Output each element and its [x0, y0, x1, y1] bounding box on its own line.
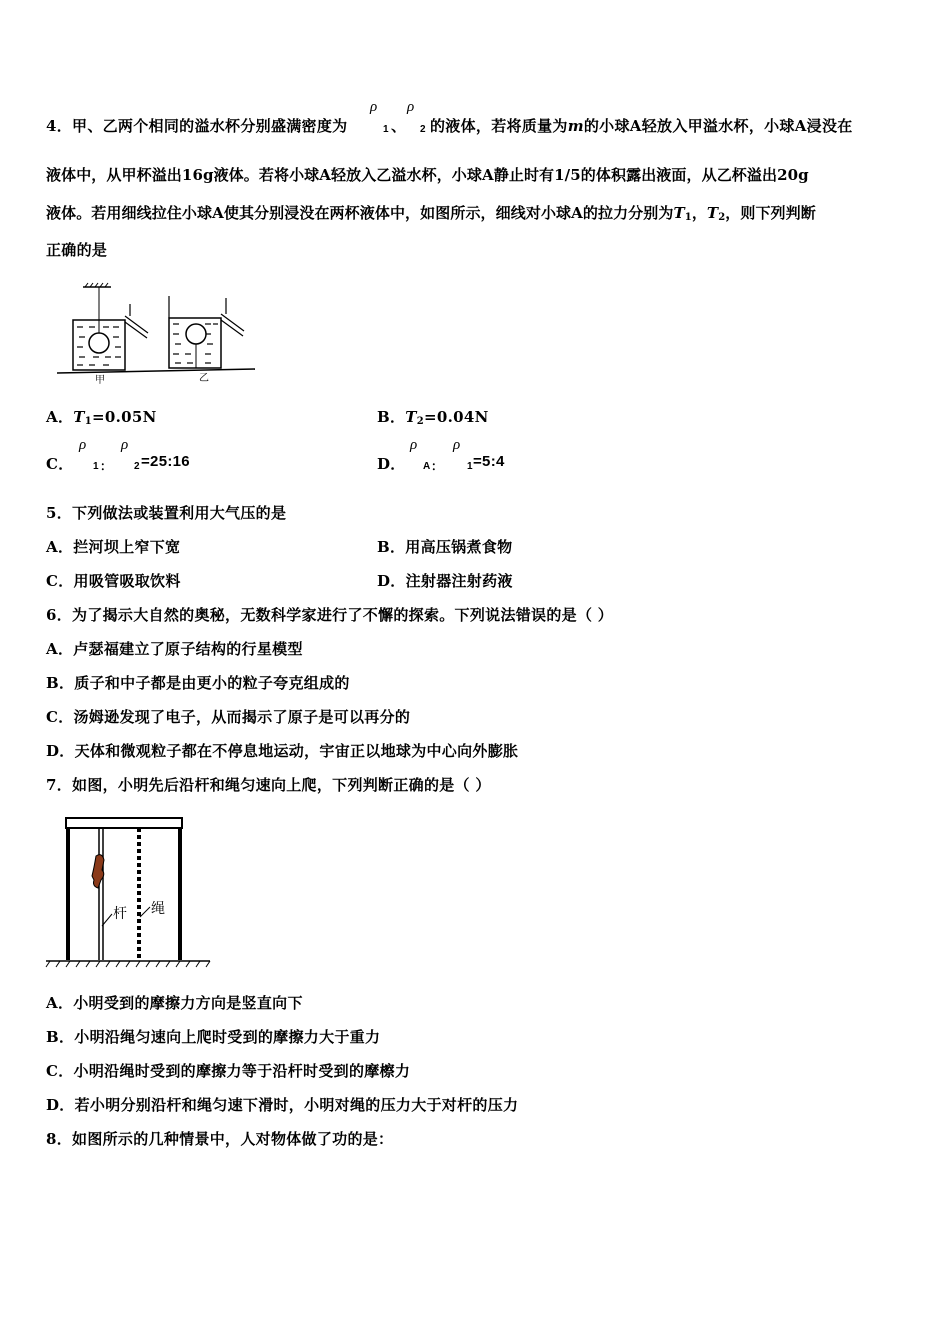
rho-subscript-2: 2 [420, 124, 426, 135]
q4-stem-line1-cont: 的液体，若将质量为m的小球A轻放入甲溢水杯，小球A浸没在 [430, 117, 853, 135]
rho-symbol: ρ [370, 99, 378, 115]
rho-symbol: ρ [407, 99, 415, 115]
label-cup-jia: 甲 [95, 375, 105, 386]
rho-symbol: ρ [79, 437, 87, 453]
q5-option-a: A．拦河坝上窄下宽 [46, 538, 181, 556]
q4-stem-line3: 液体。若用细线拉住小球A使其分别浸没在两杯液体中，如图所示，细线对小球A的拉力分别为$T_1$，$T_2$，则下列判断 [46, 204, 816, 223]
q5-option-d: D．注射器注射药液 [377, 572, 513, 590]
q4-stem-line4: 正确的是 [46, 241, 108, 259]
ratio-colon: ： [431, 459, 444, 473]
q8-stem: 8．如图所示的几种情景中，人对物体做了功的是： [46, 1130, 394, 1148]
q6-option-b: B．质子和中子都是由更小的粒子夸克组成的 [46, 674, 350, 692]
q7-figure-pole-rope [44, 814, 214, 973]
q6-option-a: A．卢瑟福建立了原子结构的行星模型 [46, 640, 303, 658]
q4-stem-line1: 4．甲、乙两个相同的溢水杯分别盛满密度为 [46, 117, 348, 135]
q6-stem: 6．为了揭示大自然的奥秘，无数科学家进行了不懈的探索。下列说法错误的是（ ） [46, 606, 614, 624]
rho-subscript-2: 2 [134, 461, 140, 472]
q4-option-c-value: =25:16 [141, 453, 190, 470]
label-pole: 杆 [113, 906, 127, 922]
q7-option-d: D．若小明分别沿杆和绳匀速下滑时，小明对绳的压力大于对杆的压力 [46, 1096, 519, 1114]
q4-stem-line2: 液体中，从甲杯溢出16g液体。若将小球A轻放入乙溢水杯，小球A静止时有1/5的体积露出液面，从乙杯溢出20g [46, 166, 809, 184]
q4-option-a: A．$T_1=0.05N$ [46, 408, 157, 427]
label-rope: 绳 [151, 901, 165, 917]
rho-subscript-1: 1 [467, 461, 473, 472]
q7-option-a: A．小明受到的摩擦力方向是竖直向下 [46, 994, 303, 1012]
q4-option-b: B．$T_2=0.04N$ [377, 408, 489, 427]
rho-symbol: ρ [453, 437, 461, 453]
q4-option-d-value: =5:4 [473, 453, 505, 470]
ratio-colon: ： [100, 459, 113, 473]
q7-option-b: B．小明沿绳匀速向上爬时受到的摩擦力大于重力 [46, 1028, 381, 1046]
q6-option-d: D．天体和微观粒子都在不停息地运动，宇宙正以地球为中心向外膨胀 [46, 742, 519, 760]
q4-option-c-prefix: C． [46, 455, 74, 473]
label-cup-yi: 乙 [199, 373, 209, 384]
q7-option-c: C．小明沿绳时受到的摩擦力等于沿杆时受到的摩檫力 [46, 1062, 411, 1080]
q6-option-c: C．汤姆逊发现了电子，从而揭示了原子是可以再分的 [46, 708, 411, 726]
q7-stem: 7．如图，小明先后沿杆和绳匀速向上爬，下列判断正确的是（ ） [46, 776, 491, 794]
rho-subscript-a: A [423, 461, 431, 472]
rho-subscript-1: 1 [383, 124, 389, 135]
rho-subscript-1: 1 [93, 461, 99, 472]
rho-symbol: ρ [410, 437, 418, 453]
q5-stem: 5．下列做法或装置利用大气压的是 [46, 504, 287, 522]
q4-option-d-prefix: D． [377, 455, 406, 473]
q5-option-b: B．用高压锅煮食物 [377, 538, 513, 556]
rho-symbol: ρ [121, 437, 129, 453]
q4-separator: 、 [391, 117, 407, 135]
q5-option-c: C．用吸管吸取饮料 [46, 572, 181, 590]
q4-figure-overflow-cups [55, 282, 260, 391]
